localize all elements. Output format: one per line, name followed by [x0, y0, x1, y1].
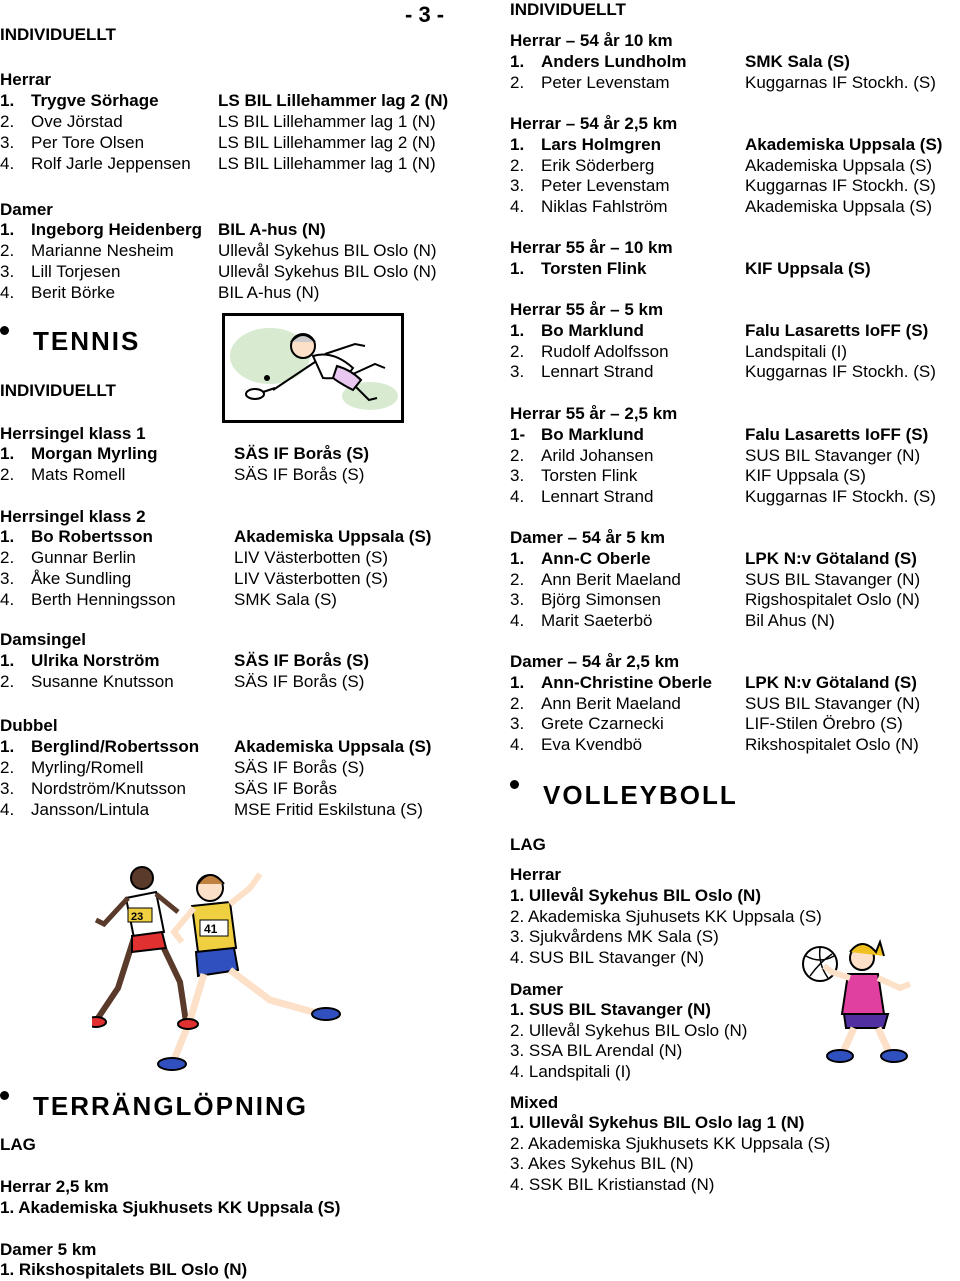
athlete-name: Ove Jörstad	[31, 112, 123, 131]
result-row	[0, 737, 450, 757]
group-title: Herrar	[0, 70, 52, 89]
place-number: 3.	[0, 133, 15, 152]
place-number: 2.	[510, 569, 525, 589]
group-title: Damer	[510, 980, 563, 999]
place-number: 1.	[510, 52, 525, 71]
place-number: 4.	[0, 590, 15, 609]
athlete-name: Ann-Christine Oberle	[541, 673, 712, 692]
club-name: KIF Uppsala (S)	[745, 466, 866, 486]
place-number: 4.	[510, 197, 525, 217]
place-number: 1.	[510, 135, 525, 154]
club-name: SÄS IF Borås (S)	[234, 651, 370, 670]
athlete-name: Ingeborg Heidenberg	[31, 220, 202, 239]
place-number: 2.	[510, 341, 525, 361]
athlete-name: Marit Saeterbö	[541, 611, 653, 631]
result-row	[0, 758, 450, 778]
athlete-name: Bo Marklund	[541, 425, 644, 444]
club-name: Kuggarnas IF Stockh. (S)	[745, 487, 936, 507]
result-row: 2. Akademiska Sjuhusets KK Uppsala (S)	[510, 906, 822, 926]
volleyball-player-illustration	[800, 938, 930, 1068]
place-number: 2.	[0, 672, 15, 691]
athlete-name: Niklas Fahlström	[541, 197, 668, 217]
place-number: 1.	[0, 737, 15, 756]
result-row: 1. Akademiska Sjukhusets KK Uppsala (S)	[0, 1198, 341, 1217]
place-number: 4.	[0, 283, 15, 302]
place-number: 2.	[510, 72, 525, 92]
section-heading: INDIVIDUELLT	[0, 25, 116, 44]
place-number: 2.	[0, 241, 15, 260]
bullet-icon	[0, 1091, 9, 1100]
result-row	[0, 444, 450, 464]
section-heading: INDIVIDUELLT	[0, 381, 116, 400]
result-row: 1. Rikshospitalets BIL Oslo (N)	[0, 1260, 248, 1279]
group-title: Damer – 54 år 5 km	[510, 528, 665, 547]
tennis-player-illustration	[222, 313, 404, 423]
athlete-name: Gunnar Berlin	[31, 548, 136, 567]
result-row: 4. SUS BIL Stavanger (N)	[510, 948, 705, 968]
club-name: KIF Uppsala (S)	[745, 259, 871, 278]
result-row	[510, 694, 960, 714]
result-row	[510, 549, 960, 569]
result-row	[510, 714, 960, 734]
place-number: 4.	[0, 800, 15, 819]
result-row	[510, 342, 960, 362]
result-row	[0, 800, 450, 820]
bullet-icon	[510, 780, 519, 789]
result-row	[510, 156, 960, 176]
athlete-name: Berit Börke	[31, 283, 116, 302]
athlete-name: Torsten Flink	[541, 466, 638, 486]
club-name: Akademiska Uppsala (S)	[234, 737, 432, 756]
result-row: 1. Ullevål Sykehus BIL Oslo lag 1 (N)	[510, 1113, 805, 1132]
result-row: 3. Akes Sykehus BIL (N)	[510, 1154, 694, 1174]
place-number: 1-	[510, 425, 526, 444]
place-number: 2.	[510, 155, 525, 175]
tennis-heading: TENNIS	[0, 326, 200, 356]
place-number: 1.	[0, 91, 15, 110]
athlete-name: Bo Marklund	[541, 321, 644, 340]
group-title: Dubbel	[0, 716, 58, 735]
club-name: Landspitali (I)	[745, 341, 848, 361]
athlete-name: Björg Simonsen	[541, 590, 662, 610]
group-title: Damer 5 km	[0, 1240, 97, 1259]
place-number: 4.	[510, 611, 525, 631]
runner-number: 41	[204, 922, 218, 936]
place-number: 2.	[510, 445, 525, 465]
result-row	[510, 446, 960, 466]
athlete-name: Jansson/Lintula	[31, 800, 150, 819]
group-title: Mixed	[510, 1093, 559, 1112]
result-row	[510, 487, 960, 507]
result-row	[0, 672, 450, 692]
club-name: LIV Västerbotten (S)	[234, 548, 389, 567]
athlete-name: Bo Robertsson	[31, 527, 153, 546]
result-row	[510, 425, 960, 445]
athlete-name: Trygve Sörhage	[31, 91, 159, 110]
result-row: 4. SSK BIL Kristianstad (N)	[510, 1175, 715, 1195]
club-name: Akademiska Uppsala (S)	[745, 155, 933, 175]
place-number: 2.	[0, 758, 15, 777]
result-row	[510, 135, 960, 155]
club-name: MSE Fritid Eskilstuna (S)	[234, 800, 423, 819]
section-heading: LAG	[0, 1135, 36, 1154]
athlete-name: Erik Söderberg	[541, 155, 655, 175]
club-name: Rikshospitalet Oslo (N)	[745, 735, 919, 755]
club-name: SMK Sala (S)	[234, 590, 337, 609]
runner-number: 23	[131, 911, 144, 923]
page-number: - 3 -	[405, 2, 445, 27]
club-name: LPK N:v Götaland (S)	[745, 549, 917, 568]
result-row	[510, 73, 960, 93]
club-name: SUS BIL Stavanger (N)	[745, 445, 921, 465]
group-title: Herrar 2,5 km	[0, 1177, 109, 1196]
athlete-name: Åke Sundling	[31, 569, 132, 588]
athlete-name: Ann-C Oberle	[541, 549, 651, 568]
club-name: BIL A-hus (N)	[218, 283, 320, 302]
result-row	[0, 548, 450, 568]
club-name: SÄS IF Borås (S)	[234, 465, 365, 484]
place-number: 2.	[510, 693, 525, 713]
athlete-name: Anders Lundholm	[541, 52, 687, 71]
section-heading: LAG	[510, 835, 546, 854]
bullet-icon	[0, 326, 9, 335]
athlete-name: Ulrika Norström	[31, 651, 160, 670]
athlete-name: Rolf Jarle Jeppensen	[31, 154, 191, 173]
place-number: 4.	[510, 735, 525, 755]
club-name: SUS BIL Stavanger (N)	[745, 693, 921, 713]
athlete-name: Lars Holmgren	[541, 135, 661, 154]
group-title: Herrar – 54 år 2,5 km	[510, 114, 678, 133]
club-name: LIF-Stilen Örebro (S)	[745, 714, 903, 734]
club-name: LS BIL Lillehammer lag 2 (N)	[218, 133, 436, 152]
result-row	[0, 154, 450, 174]
group-title: Herrar 55 år – 5 km	[510, 300, 664, 319]
result-row: 3. SSA BIL Arendal (N)	[510, 1041, 683, 1061]
result-row: 4. Landspitali (I)	[510, 1062, 631, 1082]
terrang-heading: TERRÄNGLÖPNING	[0, 1091, 400, 1121]
result-row	[510, 570, 960, 590]
athlete-name: Morgan Myrling	[31, 444, 158, 463]
club-name: LS BIL Lillehammer lag 2 (N)	[218, 91, 449, 110]
club-name: SÄS IF Borås (S)	[234, 758, 365, 777]
athlete-name: Grete Czarnecki	[541, 714, 664, 734]
place-number: 3.	[510, 176, 525, 196]
result-row	[510, 176, 960, 196]
place-number: 1.	[510, 549, 525, 568]
place-number: 3.	[0, 262, 15, 281]
result-row	[0, 91, 450, 111]
result-row	[510, 590, 960, 610]
place-number: 3.	[510, 466, 525, 486]
athlete-name: Nordström/Knutsson	[31, 779, 186, 798]
club-name: SÄS IF Borås (S)	[234, 444, 370, 463]
athlete-name: Marianne Nesheim	[31, 241, 174, 260]
place-number: 1.	[0, 444, 15, 463]
group-title: Damer – 54 år 2,5 km	[510, 652, 680, 671]
place-number: 3.	[510, 714, 525, 734]
result-row	[510, 466, 960, 486]
group-title: Herrar	[510, 865, 562, 884]
athlete-name: Per Tore Olsen	[31, 133, 145, 152]
athlete-name: Arild Johansen	[541, 445, 654, 465]
volleyboll-heading: VOLLEYBOLL	[510, 780, 810, 810]
athlete-name: Lennart Strand	[541, 487, 654, 507]
athlete-name: Lill Torjesen	[31, 262, 121, 281]
club-name: Akademiska Uppsala (S)	[745, 135, 943, 154]
section-heading: INDIVIDUELLT	[510, 0, 626, 19]
athlete-name: Berth Henningsson	[31, 590, 176, 609]
club-name: Rigshospitalet Oslo (N)	[745, 590, 920, 610]
result-row: 2. Ullevål Sykehus BIL Oslo (N)	[510, 1020, 748, 1040]
result-row: 1. SUS BIL Stavanger (N)	[510, 1000, 711, 1019]
result-row	[510, 362, 960, 382]
club-name: LS BIL Lillehammer lag 1 (N)	[218, 112, 436, 131]
athlete-name: Myrling/Romell	[31, 758, 144, 777]
athlete-name: Ann Berit Maeland	[541, 569, 681, 589]
athlete-name: Rudolf Adolfsson	[541, 341, 669, 361]
result-row	[0, 262, 450, 282]
group-title: Herrar – 54 år 10 km	[510, 31, 673, 50]
club-name: SÄS IF Borås	[234, 779, 337, 798]
group-title: Herrsingel klass 1	[0, 424, 146, 443]
result-row	[510, 673, 960, 693]
club-name: Falu Lasaretts IoFF (S)	[745, 321, 929, 340]
group-title: Herrar 55 år – 2,5 km	[510, 404, 678, 423]
club-name: LS BIL Lillehammer lag 1 (N)	[218, 154, 436, 173]
result-row	[510, 611, 960, 631]
club-name: Kuggarnas IF Stockh. (S)	[745, 176, 936, 196]
result-row	[0, 133, 450, 153]
place-number: 1.	[510, 673, 525, 692]
athlete-name: Berglind/Robertsson	[31, 737, 200, 756]
club-name: Ullevål Sykehus BIL Oslo (N)	[218, 262, 437, 281]
place-number: 4.	[0, 154, 15, 173]
group-title: Damsingel	[0, 630, 86, 649]
club-name: Kuggarnas IF Stockh. (S)	[745, 72, 936, 92]
place-number: 3.	[510, 362, 525, 382]
club-name: Akademiska Uppsala (S)	[745, 197, 933, 217]
place-number: 3.	[510, 590, 525, 610]
club-name: LIV Västerbotten (S)	[234, 569, 389, 588]
result-row	[0, 283, 450, 303]
place-number: 1.	[0, 220, 15, 239]
result-row	[0, 220, 450, 240]
group-title: Herrsingel klass 2	[0, 507, 146, 526]
runners-illustration	[92, 862, 392, 1077]
place-number: 1.	[510, 321, 525, 340]
athlete-name: Susanne Knutsson	[31, 672, 174, 691]
athlete-name: Mats Romell	[31, 465, 126, 484]
club-name: SUS BIL Stavanger (N)	[745, 569, 921, 589]
club-name: LPK N:v Götaland (S)	[745, 673, 917, 692]
result-row: 1. Ullevål Sykehus BIL Oslo (N)	[510, 886, 761, 905]
result-row	[510, 259, 960, 279]
result-row	[510, 197, 960, 217]
group-title: Damer	[0, 200, 53, 219]
athlete-name: Peter Levenstam	[541, 176, 670, 196]
place-number: 2.	[0, 465, 15, 484]
result-row	[0, 590, 450, 610]
result-row	[0, 569, 450, 589]
result-row	[510, 321, 960, 341]
club-name: Akademiska Uppsala (S)	[234, 527, 432, 546]
club-name: Ullevål Sykehus BIL Oslo (N)	[218, 241, 437, 260]
club-name: Kuggarnas IF Stockh. (S)	[745, 362, 936, 382]
club-name: Falu Lasaretts IoFF (S)	[745, 425, 929, 444]
place-number: 3.	[0, 779, 15, 798]
place-number: 4.	[510, 487, 525, 507]
place-number: 1.	[0, 527, 15, 546]
athlete-name: Lennart Strand	[541, 362, 654, 382]
result-row	[0, 465, 450, 485]
club-name: SMK Sala (S)	[745, 52, 850, 71]
athlete-name: Torsten Flink	[541, 259, 647, 278]
result-row	[510, 52, 960, 72]
result-row	[510, 735, 960, 755]
athlete-name: Ann Berit Maeland	[541, 693, 681, 713]
club-name: BIL A-hus (N)	[218, 220, 326, 239]
club-name: SÄS IF Borås (S)	[234, 672, 365, 691]
result-row	[0, 112, 450, 132]
place-number: 1.	[510, 259, 525, 278]
group-title: Herrar 55 år – 10 km	[510, 238, 673, 257]
club-name: Bil Ahus (N)	[745, 611, 835, 631]
result-row	[0, 779, 450, 799]
result-row: 3. Sjukvårdens MK Sala (S)	[510, 927, 719, 947]
place-number: 2.	[0, 112, 15, 131]
athlete-name: Eva Kvendbö	[541, 735, 643, 755]
place-number: 1.	[0, 651, 15, 670]
place-number: 3.	[0, 569, 15, 588]
result-row	[0, 241, 450, 261]
result-row	[0, 651, 450, 671]
place-number: 2.	[0, 548, 15, 567]
result-row: 2. Akademiska Sjukhusets KK Uppsala (S)	[510, 1133, 831, 1153]
result-row	[0, 527, 450, 547]
athlete-name: Peter Levenstam	[541, 72, 670, 92]
